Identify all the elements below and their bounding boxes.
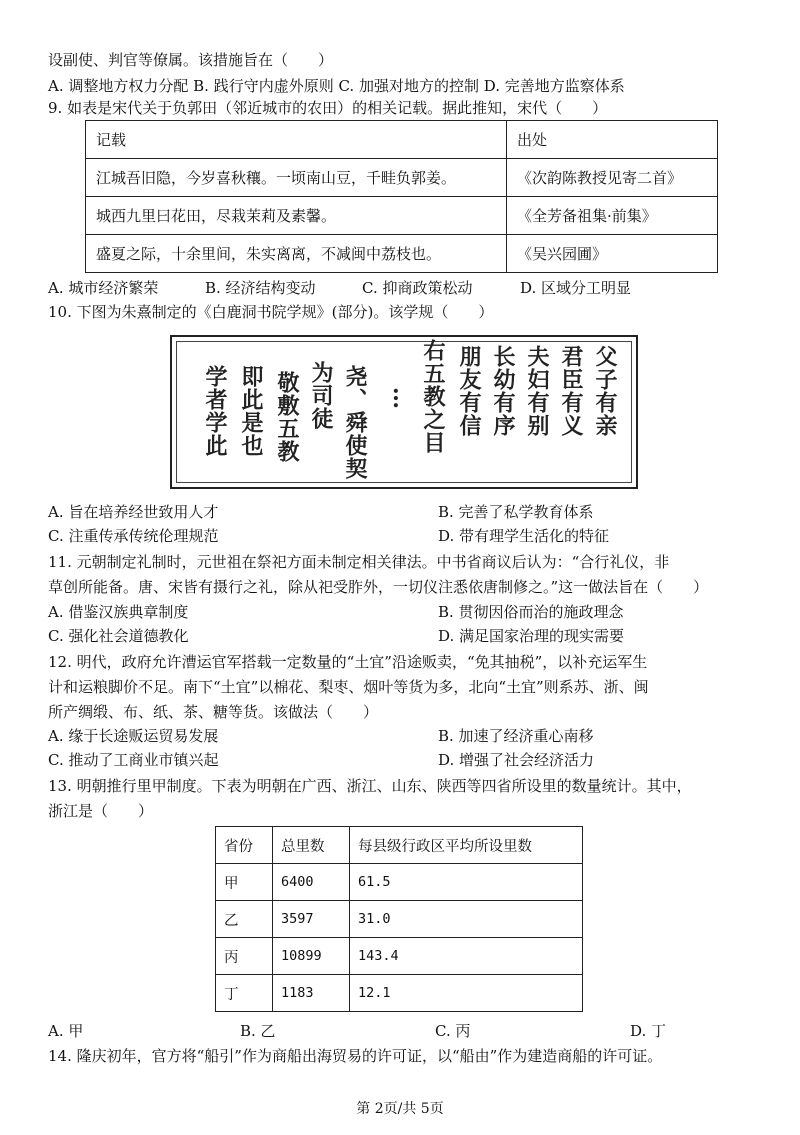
table-row <box>86 197 718 235</box>
table-header-cell: 记载 <box>86 121 507 159</box>
q9-stem: 9. 如表是宋代关于负郭田（邻近城市的农田）的相关记载。据此推知，宋代（ ） <box>48 99 608 117</box>
table-cell: 江城吾旧隐，今岁喜秋穰。一顷南山豆，千畦负郭姜。 <box>86 159 507 197</box>
q9-option-a[interactable]: A. 城市经济繁荣 <box>48 279 159 297</box>
calligraphy-column: 敬敷五教 <box>274 371 300 463</box>
q8-stem-tail: 设副使、判官等僚属。该措施旨在（ ） <box>48 51 334 69</box>
q9-option-d[interactable]: D. 区域分工明显 <box>520 279 632 297</box>
calligraphy-column: 长幼有序 <box>490 345 516 437</box>
calligraphy-image <box>170 335 638 489</box>
q12-option-a[interactable]: A. 缘于长途贩运贸易发展 <box>48 727 219 745</box>
q11-stem-line1: 11. 元朝制定礼制时，元世祖在祭祀方面未制定相关律法。中书省商议后认为：“合行礼仪，非 <box>48 553 670 571</box>
calligraphy-column: 夫妇有别 <box>524 345 550 437</box>
table-cell: 丙 <box>216 938 273 975</box>
q13-option-c[interactable]: C. 丙 <box>435 1022 471 1040</box>
q12-stem-line1: 12. 明代，政府允许漕运官军搭载一定数量的“土宜”沿途贩卖，“免其抽税”，以补充运军生 <box>48 653 648 671</box>
table-row <box>216 938 583 975</box>
q11-option-d[interactable]: D. 满足国家治理的现实需要 <box>438 627 625 645</box>
q12-stem-line3: 所产绸缎、布、纸、茶、糖等货。该做法（ ） <box>48 703 379 721</box>
q9-option-c[interactable]: C. 抑商政策松动 <box>362 279 473 297</box>
q10-option-c[interactable]: C. 注重传承传统伦理规范 <box>48 527 219 545</box>
q11-option-b[interactable]: B. 贯彻因俗而治的施政理念 <box>438 603 624 621</box>
table-header-row <box>216 827 583 864</box>
calligraphy-column: 父子有亲 <box>592 345 618 437</box>
table-cell: 1183 <box>273 975 350 1012</box>
calligraphy-column: 为司徒 <box>308 361 334 430</box>
table-cell: 甲 <box>216 864 273 901</box>
table-row <box>216 864 583 901</box>
q11-option-c[interactable]: C. 强化社会道德教化 <box>48 627 189 645</box>
q9-table <box>85 120 718 273</box>
page-footer: 第 2页/共 5页 <box>356 1101 444 1117</box>
q12-option-c[interactable]: C. 推动了工商业市镇兴起 <box>48 751 219 769</box>
table-cell: 6400 <box>273 864 350 901</box>
table-cell: 《次韵陈教授见寄二首》 <box>507 159 718 197</box>
q10-option-a[interactable]: A. 旨在培养经世致用人才 <box>48 503 219 521</box>
q11-option-a[interactable]: A. 借鉴汉族典章制度 <box>48 603 189 621</box>
q13-table <box>215 826 583 1012</box>
calligraphy-column: 右五教之目 <box>420 339 446 454</box>
table-row <box>216 975 583 1012</box>
table-cell: 盛夏之际，十余里间，朱实离离，不减闽中荔枝也。 <box>86 235 507 273</box>
table-cell: 《吴兴园圃》 <box>507 235 718 273</box>
q13-stem-line2: 浙江是（ ） <box>48 802 154 820</box>
table-cell: 乙 <box>216 901 273 938</box>
table-header-cell: 每县级行政区平均所设里数 <box>350 827 583 864</box>
calligraphy-column: 尧、舜使契 <box>342 365 368 480</box>
q9-option-b[interactable]: B. 经济结构变动 <box>205 279 316 297</box>
q12-option-d[interactable]: D. 增强了社会经济活力 <box>438 751 595 769</box>
table-row <box>216 901 583 938</box>
table-header-row <box>86 121 718 159</box>
calligraphy-column: 即此是也 <box>238 365 264 457</box>
q13-option-a[interactable]: A. 甲 <box>48 1022 84 1040</box>
q12-option-b[interactable]: B. 加速了经济重心南移 <box>438 727 594 745</box>
table-cell: 城西九里曰花田，尽栽茉莉及素馨。 <box>86 197 507 235</box>
table-cell: 143.4 <box>350 938 583 975</box>
q8-options: A. 调整地方权力分配 B. 践行守内虚外原则 C. 加强对地方的控制 D. 完善地方监察体系 <box>48 77 625 95</box>
q10-option-b[interactable]: B. 完善了私学教育体系 <box>438 503 594 521</box>
q13-option-b[interactable]: B. 乙 <box>240 1022 276 1040</box>
q10-option-d[interactable]: D. 带有理学生活化的特征 <box>438 527 610 545</box>
table-header-cell: 出处 <box>507 121 718 159</box>
table-cell: 10899 <box>273 938 350 975</box>
table-cell: 61.5 <box>350 864 583 901</box>
calligraphy-column: … <box>388 387 414 410</box>
calligraphy-column: 朋友有信 <box>456 345 482 437</box>
table-row <box>86 235 718 273</box>
calligraphy-column: 君臣有义 <box>558 345 584 437</box>
table-cell: 丁 <box>216 975 273 1012</box>
q14-stem: 14. 隆庆初年，官方将“船引”作为商船出海贸易的许可证，以“船由”作为建造商船的许可证。 <box>48 1047 663 1065</box>
table-cell: 31.0 <box>350 901 583 938</box>
table-cell: 3597 <box>273 901 350 938</box>
q13-stem-line1: 13. 明朝推行里甲制度。下表为明朝在广西、浙江、山东、陕西等四省所设里的数量统计。其中， <box>48 777 692 795</box>
table-cell: 《全芳备祖集·前集》 <box>507 197 718 235</box>
q11-stem-line2: 草创所能备。唐、宋皆有摄行之礼，除从祀受胙外，一切仪注悉依唐制修之。”这一做法旨在（ ） <box>48 578 709 596</box>
table-cell: 12.1 <box>350 975 583 1012</box>
q12-stem-line2: 计和运粮脚价不足。南下“土宜”以棉花、梨枣、烟叶等货为多，北向“土宜”则系苏、浙、闽 <box>48 678 649 696</box>
q10-stem: 10. 下图为朱熹制定的《白鹿洞书院学规》(部分)。该学规（ ） <box>48 303 494 321</box>
calligraphy-column: 学者学此 <box>202 365 228 457</box>
q13-option-d[interactable]: D. 丁 <box>630 1022 667 1040</box>
table-header-cell: 总里数 <box>273 827 350 864</box>
table-row <box>86 159 718 197</box>
table-header-cell: 省份 <box>216 827 273 864</box>
